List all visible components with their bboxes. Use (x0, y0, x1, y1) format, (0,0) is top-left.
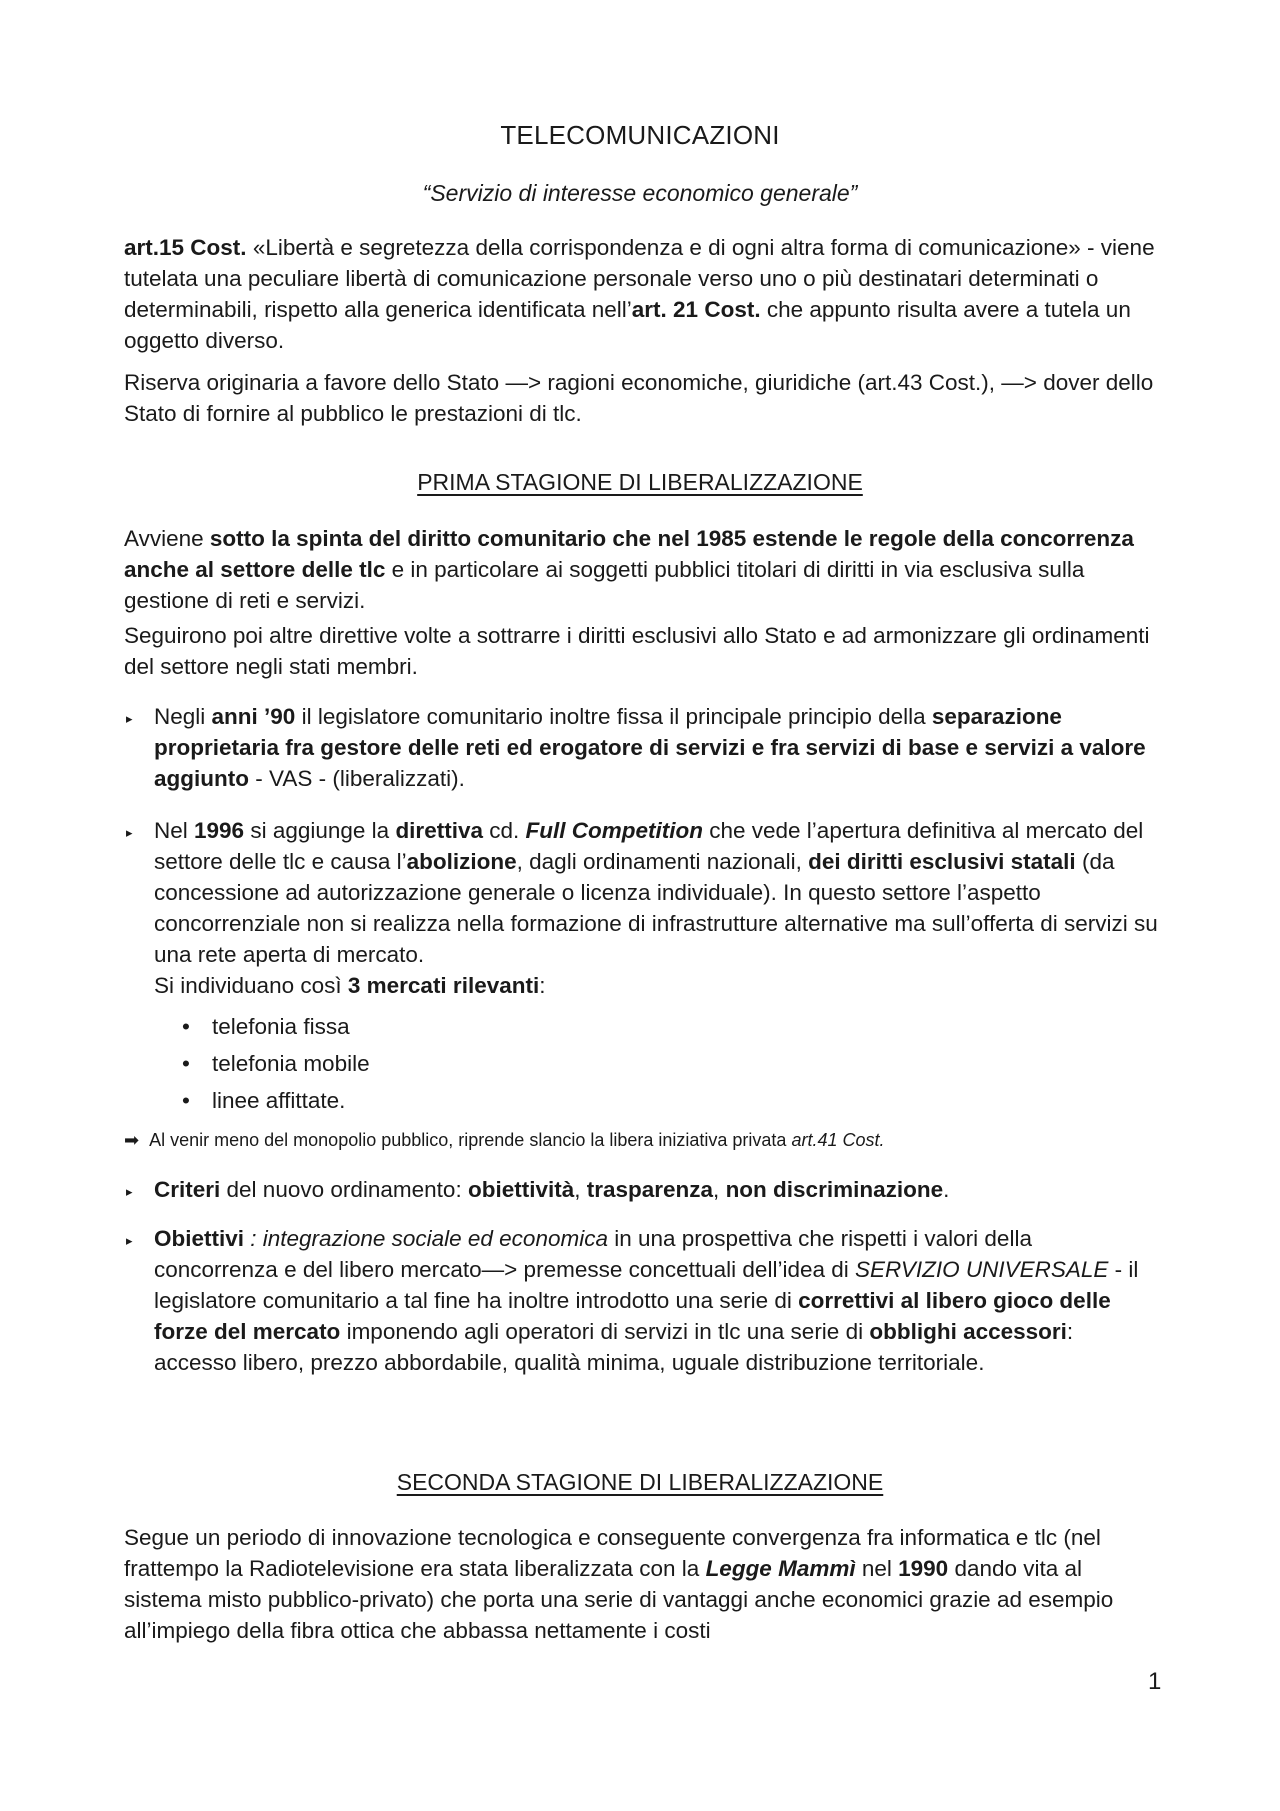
bullet-marker-icon: ▸ (126, 1233, 133, 1248)
bullet-dot-icon: • (182, 1014, 190, 1039)
bullet-dot-icon: • (182, 1051, 190, 1076)
page-title: TELECOMUNICAZIONI (500, 120, 780, 150)
bullet-marker-icon: ▸ (126, 711, 133, 726)
bullet-marker-icon: ▸ (126, 825, 133, 840)
market-item: • linee affittate. (182, 1085, 345, 1116)
bullet-anni-90: ▸ Negli anni ’90 il legislatore comunitario inoltre fissa il principale principio della separazione proprietaria fra gestore delle reti ed erogatore di servizi e fra servizi di base e servizi a valore aggiunto - VAS - (liberalizzati). (126, 704, 1146, 791)
market-item: • telefonia mobile (182, 1048, 370, 1079)
arrow-right-icon: ➡ (124, 1130, 140, 1150)
section-heading-prima-stagione: PRIMA STAGIONE DI LIBERALIZZAZIONE (417, 469, 863, 495)
page-number: 1 (1148, 1668, 1162, 1695)
section2-paragraph-1: Segue un periodo di innovazione tecnologica e conseguente convergenza fra informatica e tlc (nel frattempo la Radiotelevisione era stata liberalizzata con la Legge Mammì nel 1990 dando vita al sistema misto pubblico-privato) che porta una serie di vantaggi anche economici grazie ad esempio all’impiego della fibra ottica che abbassa nettamente i costi (124, 1525, 1114, 1643)
bullet-criteri: ▸ Criteri del nuovo ordinamento: obiettività, trasparenza, non discriminazione. (124, 1174, 1160, 1205)
section1-paragraph-1: Avviene sotto la spinta del diritto comunitario che nel 1985 estende le regole della concorrenza anche al settore delle tlc e in particolare ai soggetti pubblici titolari di diritti in via esclusiva sulla gestione di reti e servizi. (124, 526, 1134, 613)
bullet-dot-icon: • (182, 1088, 190, 1113)
bullet-full-competition: ▸ Nel 1996 si aggiunge la direttiva cd. Full Competition che vede l’apertura definitiva al mercato del settore delle tlc e causa l’abolizione, dagli ordinamenti nazionali, dei diritti esclusivi statali (da concessione ad autorizzazione generale o licenza individuale). In questo settore l’aspetto concorrenziale non si realizza nella formazione di infrastrutture alternative ma sull’offerta di servizi su una rete aperta di mercato. Si individuano così 3 mercati rilevanti: (126, 818, 1158, 998)
section1-paragraph-2: Seguirono poi altre direttive volte a sottrarre i diritti esclusivi allo Stato e ad armonizzare gli ordinamenti del settore negli stati membri. (124, 623, 1150, 679)
bullet-obiettivi: ▸ Obiettivi : integrazione sociale ed economica in una prospettiva che rispetti i valori della concorrenza e del libero mercato—> premesse concettuali dell’idea di SERVIZIO UNIVERSALE - il legislatore comunitario a tal fine ha inoltre introdotto una serie di correttivi al libero gioco delle forze del mercato imponendo agli operatori di servizi in tlc una serie di obblighi accessori: accesso libero, prezzo abbordabile, qualità minima, uguale distribuzione territoriale. (126, 1226, 1139, 1375)
market-item: • telefonia fissa (182, 1011, 350, 1042)
section-heading-seconda-stagione: SECONDA STAGIONE DI LIBERALIZZAZIONE (396, 1469, 884, 1495)
bullet-marker-icon: ▸ (126, 1184, 133, 1199)
page-subtitle: “Servizio di interesse economico generale” (422, 180, 858, 206)
intro-paragraph-1: art.15 Cost. «Libertà e segretezza della corrispondenza e di ogni altra forma di comunicazione» - viene tutelata una peculiare libertà di comunicazione personale verso uno o più destinatari determinati o determinabili, rispetto alla generica identificata nell’art. 21 Cost. che appunto risulta avere a tutela un oggetto diverso. (124, 235, 1155, 353)
note-monopolio: ➡ Al venir meno del monopolio pubblico, riprende slancio la libera iniziativa privata art.41 Cost. (124, 1130, 885, 1150)
intro-paragraph-2: Riserva originaria a favore dello Stato —> ragioni economiche, giuridiche (art.43 Cost.), —> dover dello Stato di fornire al pubblico le prestazioni di tlc. (124, 370, 1154, 426)
